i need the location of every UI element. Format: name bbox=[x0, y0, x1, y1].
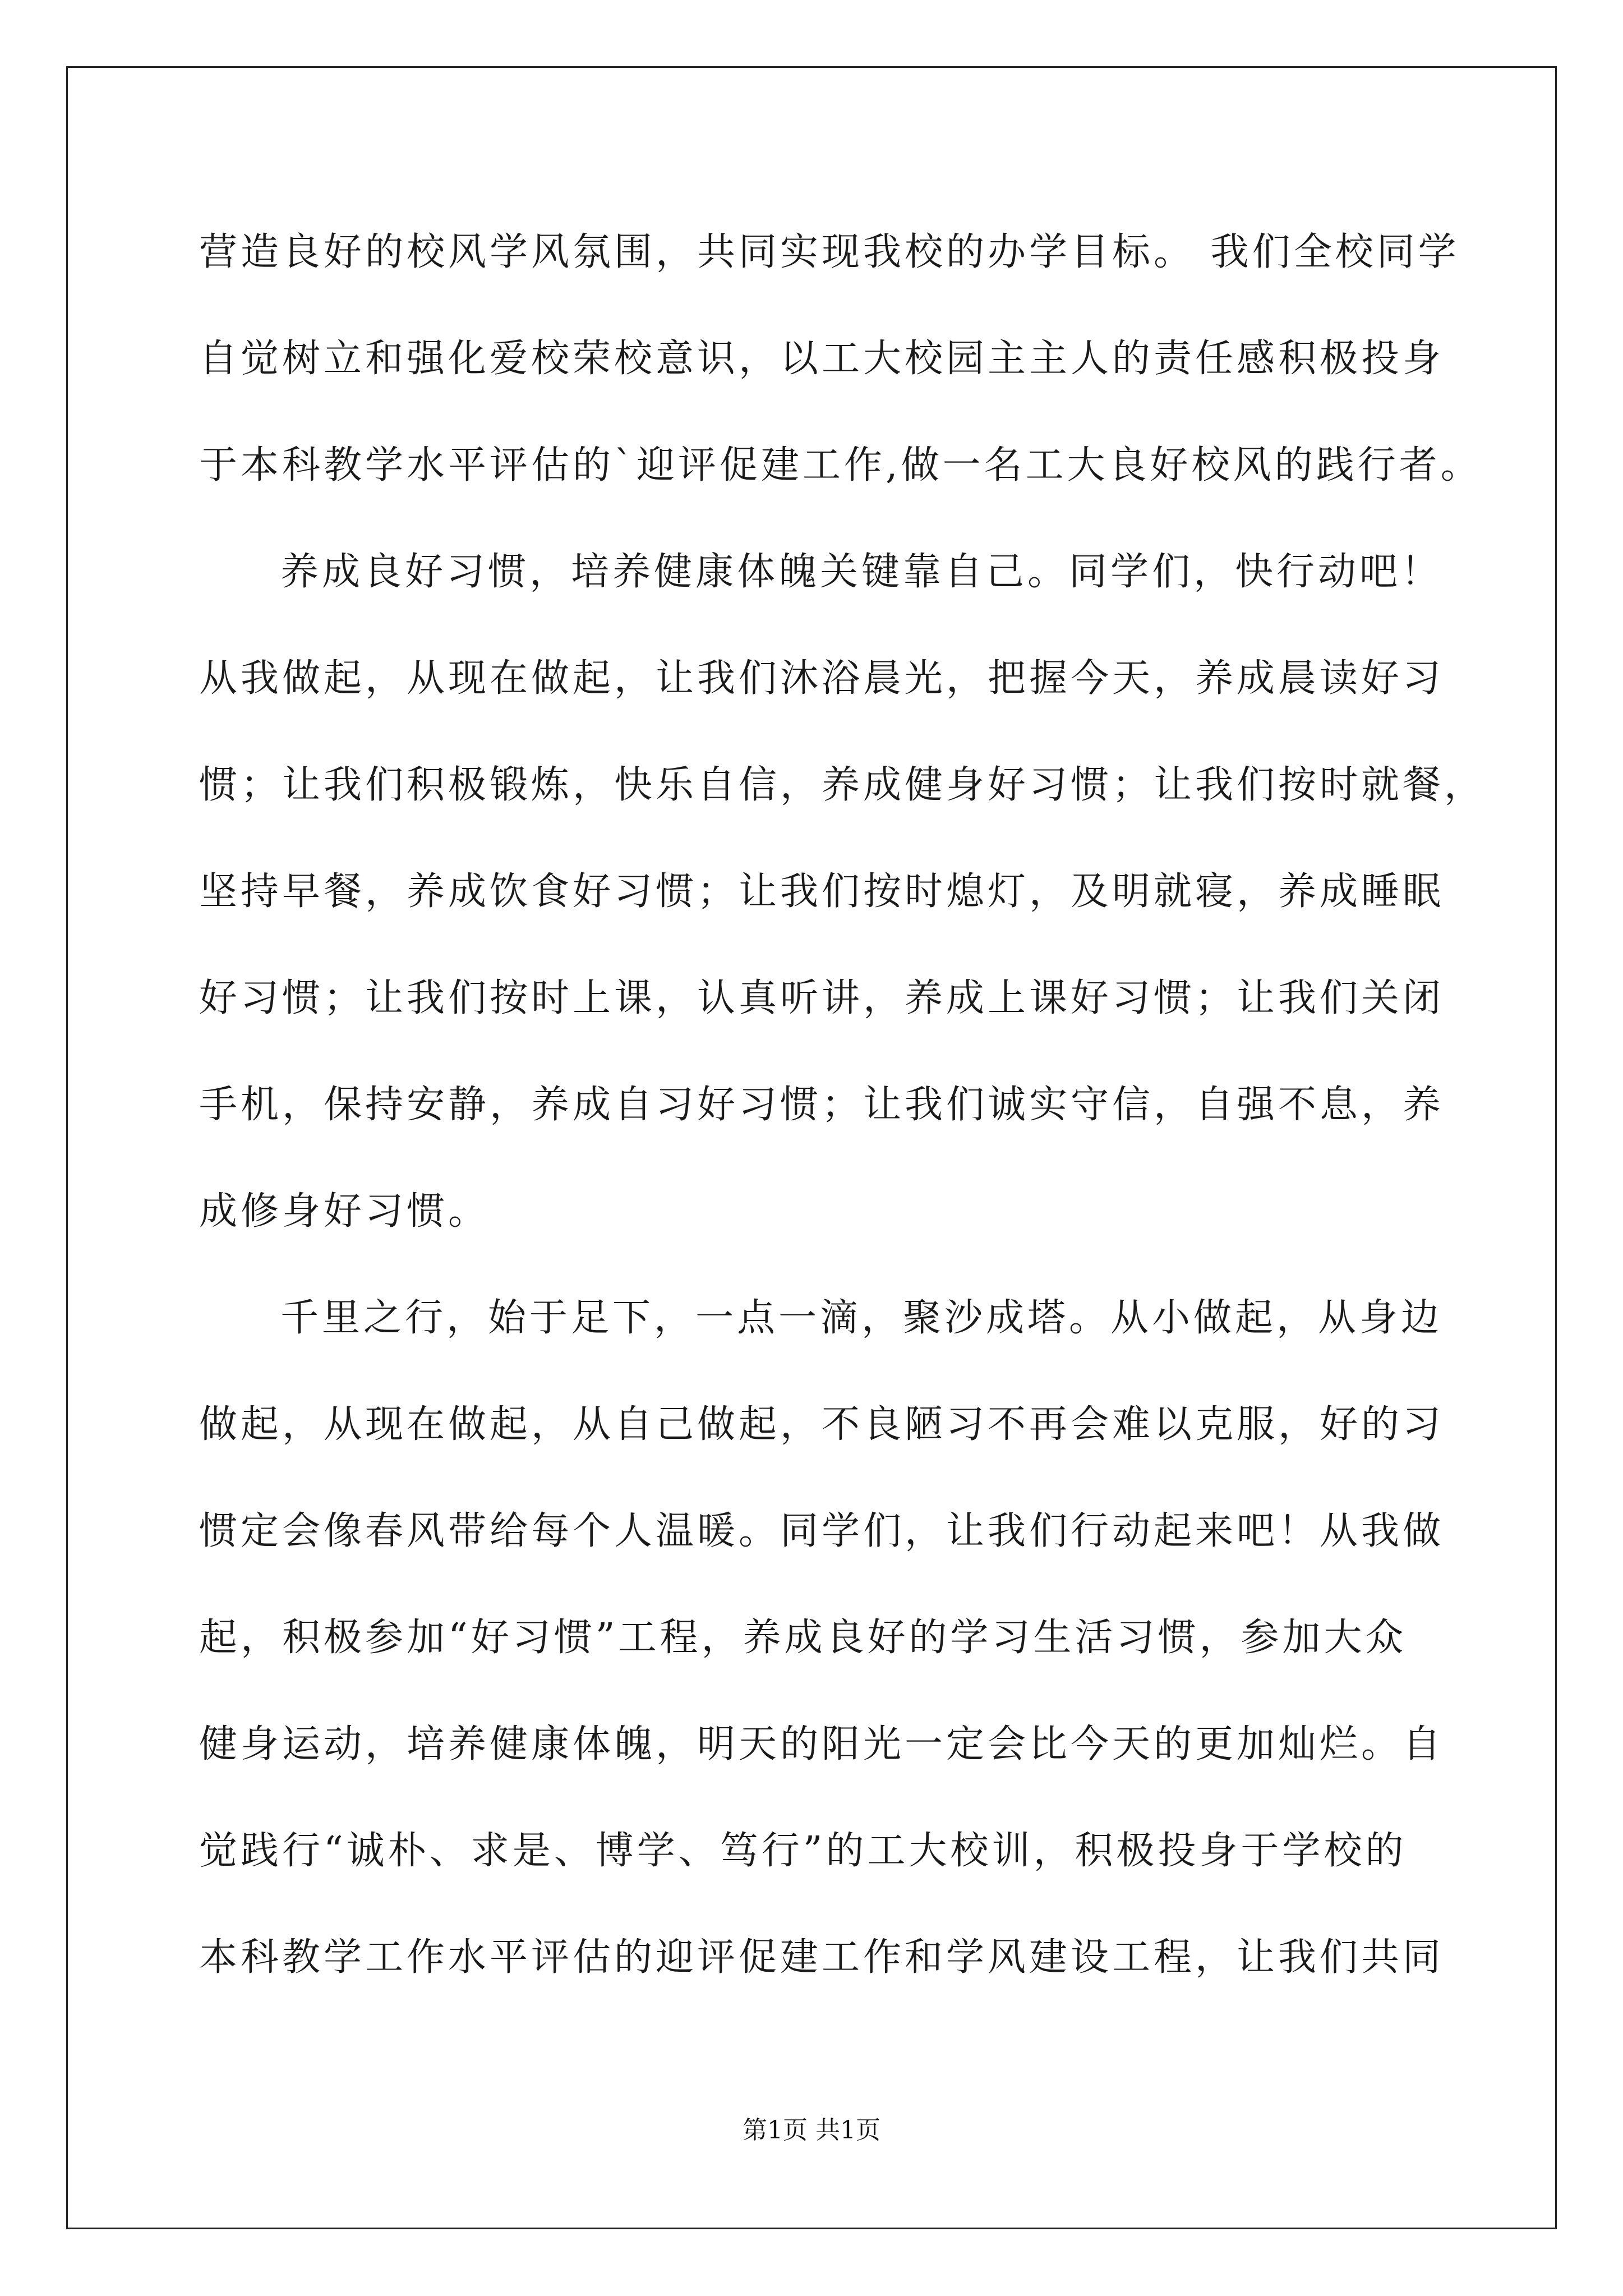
text-line: 本科教学工作水平评估的迎评促建工作和学风建设工程，让我们共同 bbox=[199, 1935, 1445, 1980]
text-line: 从我做起，从现在做起，让我们沐浴晨光，把握今天，养成晨读好习 bbox=[199, 656, 1445, 701]
text-line: 觉践行“诚朴、求是、博学、笃行”的工大校训，积极投身于学校的 bbox=[199, 1829, 1407, 1873]
text-line: 养成良好习惯，培养健康体魄关键靠自己。同学们，快行动吧！ bbox=[280, 550, 1443, 594]
text-line: 营造良好的校风学风氛围，共同实现我校的办学目标。 我们全校同学 bbox=[199, 230, 1460, 274]
text-line: 成修身好习惯。 bbox=[199, 1189, 490, 1234]
text-line: 自觉树立和强化爱校荣校意识，以工大校园主主人的责任感积极投身 bbox=[199, 337, 1445, 381]
text-line: 起，积极参加“好习惯”工程，养成良好的学习生活习惯，参加大众 bbox=[199, 1616, 1407, 1660]
text-line: 于本科教学水平评估的`迎评促建工作,做一名工大良好校风的践行者。 bbox=[199, 443, 1482, 487]
page-footer: 第1页 共1页 bbox=[743, 2116, 880, 2145]
text-line: 坚持早餐，养成饮食好习惯；让我们按时熄灯，及明就寝，养成睡眠 bbox=[199, 869, 1445, 914]
text-line: 手机，保持安静，养成自习好习惯；让我们诚实守信，自强不息，养 bbox=[199, 1083, 1445, 1127]
text-line: 惯定会像春风带给每个人温暖。同学们，让我们行动起来吧！从我做 bbox=[199, 1509, 1445, 1553]
document-body bbox=[199, 210, 1486, 2022]
text-line: 好习惯；让我们按时上课，认真听讲，养成上课好习惯；让我们关闭 bbox=[199, 976, 1445, 1020]
text-line: 做起，从现在做起，从自己做起，不良陋习不再会难以克服，好的习 bbox=[199, 1402, 1445, 1447]
text-line: 千里之行，始于足下，一点一滴，聚沙成塔。从小做起，从身边 bbox=[280, 1296, 1443, 1340]
text-line: 惯；让我们积极锻炼，快乐自信，养成健身好习惯；让我们按时就餐， bbox=[199, 763, 1486, 807]
text-line: 健身运动，培养健康体魄，明天的阳光一定会比今天的更加灿烂。自 bbox=[199, 1722, 1445, 1766]
